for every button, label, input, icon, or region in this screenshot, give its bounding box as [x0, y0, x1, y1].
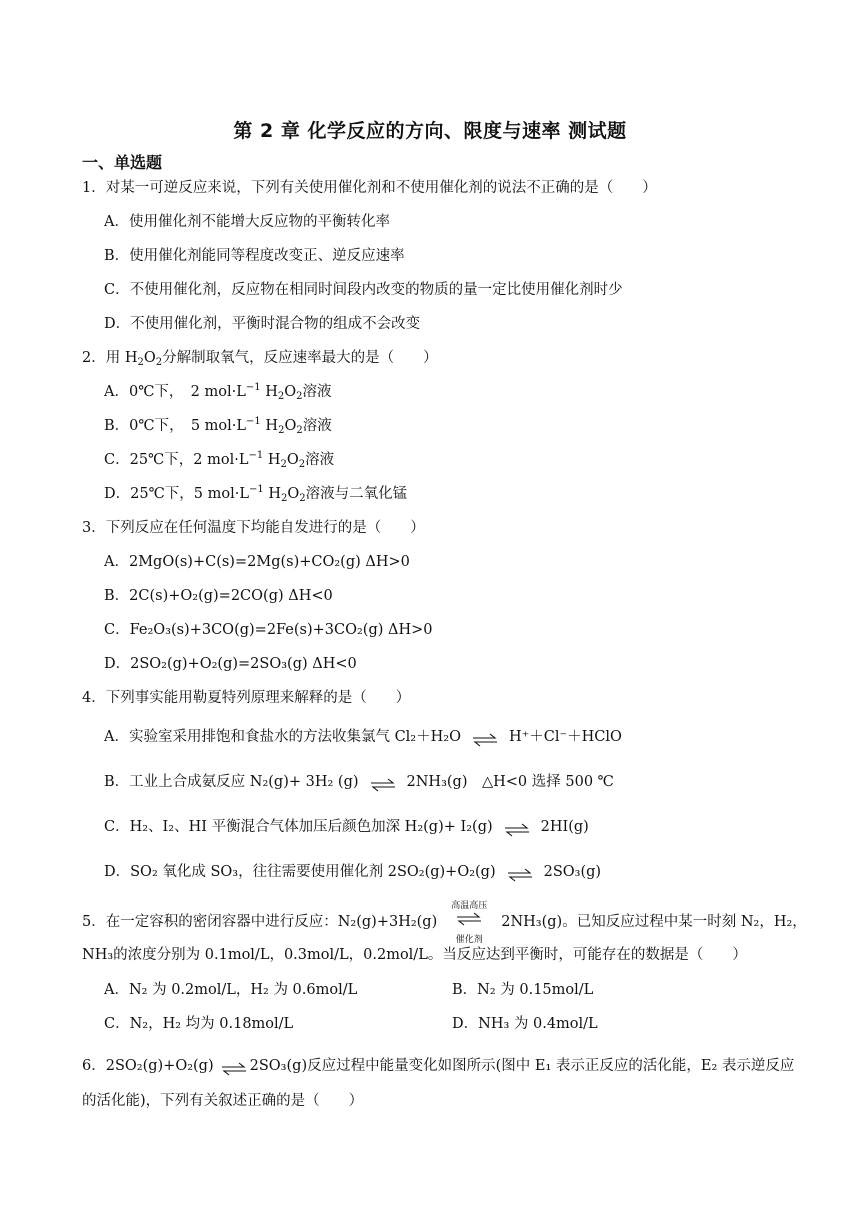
- question-1-stem: 1．对某一可逆反应来说，下列有关使用催化剂和不使用催化剂的说法不正确的是（ ）: [82, 180, 657, 196]
- question-2-option-a: A．0℃下， 2 $mol\cdot L^{-1}$ $H_2O_2$溶液: [104, 382, 332, 402]
- condition-bottom-label: 催化剂: [455, 935, 483, 945]
- question-5-option-b: B．N₂ 为 0.15mol/L: [452, 982, 594, 998]
- question-3-stem: 3．下列反应在任何温度下均能自发进行的是（ ）: [82, 520, 425, 536]
- question-1-option-d: D．不使用催化剂，平衡时混合物的组成不会改变: [104, 316, 421, 332]
- equilibrium-arrow-icon: [220, 1062, 248, 1076]
- question-6-stem: 6．2SO₂(g)+O₂(g) 2SO₃(g)反应过程中能量变化如图所示(图中 E₁ 表示正反应的活化能，E₂ 表示逆反应: [82, 1058, 795, 1074]
- question-5-option-d: D．NH₃ 为 0.4mol/L: [452, 1016, 598, 1032]
- question-3-option-a: A．2MgO(s)+C(s)=2Mg(s)+CO₂(g) ΔH>0: [104, 554, 410, 570]
- question-2-stem: 2．用 $H_2O_2$分解制取氧气，反应速率最大的是（ ）: [82, 350, 438, 368]
- question-5-option-a: A．N₂ 为 0.2mol/L，H₂ 为 0.6mol/L: [104, 982, 358, 998]
- equilibrium-arrow-icon: [506, 868, 534, 882]
- question-4-option-a: A．实验室采用排饱和食盐水的方法收集氯气 Cl₂＋H₂O H⁺＋Cl⁻＋HClO: [104, 729, 622, 745]
- question-1-option-a: A．使用催化剂不能增大反应物的平衡转化率: [104, 214, 390, 230]
- question-6-stem-line2: 的活化能)，下列有关叙述正确的是（ ）: [82, 1093, 364, 1109]
- question-1-option-b: B．使用催化剂能同等程度改变正、逆反应速率: [104, 248, 405, 264]
- reaction-condition-arrow: [445, 901, 493, 945]
- question-5-option-c: C．N₂，H₂ 均为 0.18mol/L: [104, 1016, 294, 1032]
- question-3-option-c: C．Fe₂O₃(s)+3CO(g)=2Fe(s)+3CO₂(g) ΔH>0: [104, 622, 433, 638]
- question-4-option-d: D．SO₂ 氧化成 SO₃，往往需要使用催化剂 2SO₂(g)+O₂(g) 2SO₃(g): [104, 864, 602, 880]
- question-2-option-d: D．25℃下，5 $mol\cdot L^{-1}$ $H_2O_2$溶液与二氧化锰: [104, 484, 408, 504]
- question-3-option-b: B．2C(s)+O₂(g)=2CO(g) ΔH<0: [104, 588, 333, 604]
- question-4-stem: 4．下列事实能用勒夏特列原理来解释的是（ ）: [82, 690, 411, 706]
- equilibrium-arrow-icon: [369, 778, 397, 792]
- condition-top-label: 高温高压: [451, 901, 488, 911]
- question-2-option-b: B．0℃下， 5 $mol\cdot L^{-1}$ $H_2O_2$溶液: [104, 416, 332, 436]
- question-2-option-c: C．25℃下，2 $mol\cdot L^{-1}$ $H_2O_2$溶液: [104, 450, 335, 470]
- equilibrium-arrow-icon: [503, 823, 531, 837]
- equilibrium-arrow-icon: [471, 733, 499, 747]
- equilibrium-arrow-icon: [455, 912, 483, 926]
- page-title: 第 2 章 化学反应的方向、限度与速率 测试题: [233, 120, 627, 142]
- question-1-option-c: C．不使用催化剂，反应物在相同时间段内改变的物质的量一定比使用催化剂时少: [104, 282, 623, 298]
- question-4-option-b: B．工业上合成氨反应 N₂(g)+ 3H₂ (g) 2NH₃(g) △H<0 选择 500 ℃: [104, 774, 614, 790]
- section-heading: 一、单选题: [82, 153, 163, 172]
- question-4-option-c: C．H₂、I₂、HI 平衡混合气体加压后颜色加深 H₂(g)+ I₂(g) 2HI(g): [104, 819, 589, 835]
- question-5-stem: 5．在一定容积的密闭容器中进行反应：N₂(g)+3H₂(g) 高温高压 催化剂 2NH₃(g)。已知反应过程中某一时刻 N₂，H₂，: [82, 910, 807, 932]
- question-5-stem-line2: NH₃的浓度分别为 0.1mol/L，0.3mol/L，0.2mol/L。当反应达到平衡时，可能存在的数据是（ ）: [82, 947, 747, 963]
- question-3-option-d: D．2SO₂(g)+O₂(g)=2SO₃(g) ΔH<0: [104, 656, 357, 672]
